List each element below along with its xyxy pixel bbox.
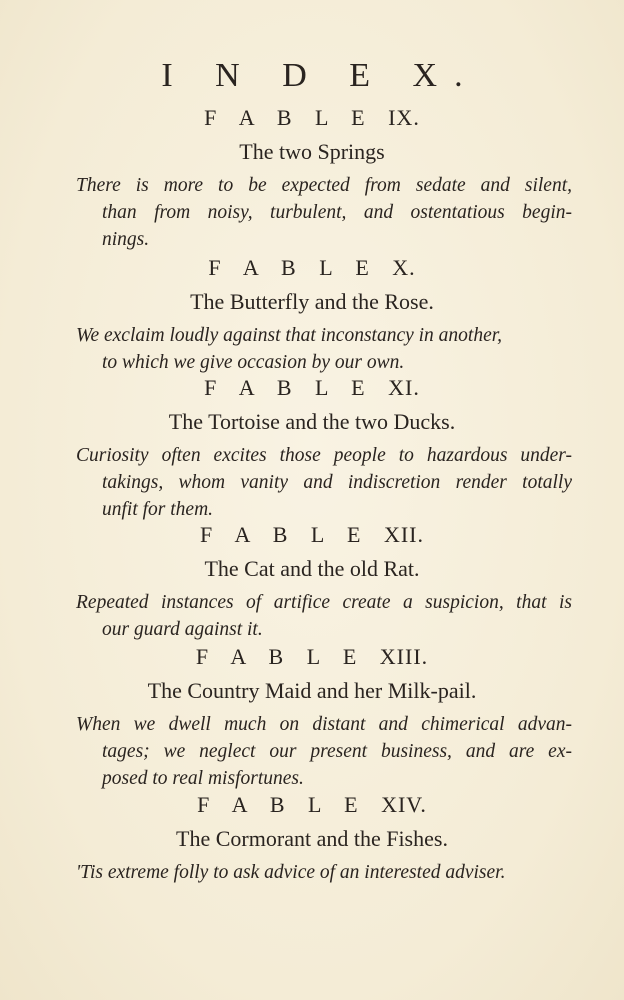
fable-title: The Tortoise and the two Ducks.	[168, 409, 456, 434]
fable-number: IX.	[388, 105, 420, 130]
fable-entry-xiv	[0, 791, 624, 886]
fable-label: F A B L E	[204, 105, 374, 130]
fable-title: The Butterfly and the Rose.	[190, 289, 434, 314]
fable-label: F A B L E	[197, 792, 367, 817]
fable-moral	[76, 589, 572, 643]
fable-number: XIII.	[379, 644, 429, 669]
moral-line: When we dwell much on distant and chimerical advan-	[76, 714, 572, 735]
moral-line: There is more to be expected from sedate and silent,	[76, 175, 572, 196]
moral-line: 'Tis extreme folly to ask advice of an interested adviser.	[76, 862, 506, 883]
fable-heading	[0, 791, 624, 819]
moral-line: nings.	[102, 229, 150, 250]
fable-number: XI.	[388, 375, 420, 400]
moral-line: to which we give occasion by our own.	[102, 352, 405, 373]
fable-label: F A B L E	[208, 255, 378, 280]
moral-line: Curiosity often excites those people to hazardous under-	[76, 445, 572, 466]
moral-line: unfit for them.	[102, 499, 214, 520]
fable-moral	[76, 859, 572, 886]
fable-heading	[0, 104, 624, 132]
fable-moral	[76, 711, 572, 792]
moral-line: Repeated instances of artifice create a suspicion, that is	[76, 592, 572, 613]
moral-line: We exclaim loudly against that inconstancy in another,	[76, 325, 503, 346]
moral-line: posed to real misfortunes.	[102, 768, 304, 789]
fable-title: The Country Maid and her Milk-pail.	[147, 678, 477, 703]
fable-title: The Cormorant and the Fishes.	[176, 826, 448, 851]
fable-heading	[0, 374, 624, 402]
moral-line: our guard against it.	[102, 619, 263, 640]
fable-title: The two Springs	[239, 139, 385, 164]
fable-moral	[76, 442, 572, 523]
fable-entry-xii	[0, 521, 624, 643]
fable-label: F A B L E	[195, 644, 366, 669]
fable-heading	[0, 643, 624, 671]
fable-heading	[0, 521, 624, 549]
fable-label: F A B L E	[200, 522, 370, 547]
moral-line: than from noisy, turbulent, and ostentatious begin-	[102, 202, 572, 223]
fable-number: XIV.	[381, 792, 427, 817]
moral-line: tages; we neglect our present business, and are ex-	[102, 741, 572, 762]
fable-entry-ix	[0, 104, 624, 253]
fable-entry-x	[0, 254, 624, 376]
fable-entry-xi	[0, 374, 624, 523]
fable-number: XII.	[383, 522, 424, 547]
fable-label: F A B L E	[204, 375, 374, 400]
moral-line: takings, whom vanity and indiscretion render totally	[102, 472, 572, 493]
fable-moral	[76, 172, 572, 253]
fable-title: The Cat and the old Rat.	[204, 556, 420, 581]
fable-entry-xiii	[0, 643, 624, 792]
fable-heading	[0, 254, 624, 282]
fable-number: X.	[392, 255, 416, 280]
fable-moral	[76, 322, 572, 376]
page-title: I N D E X.	[161, 57, 480, 94]
